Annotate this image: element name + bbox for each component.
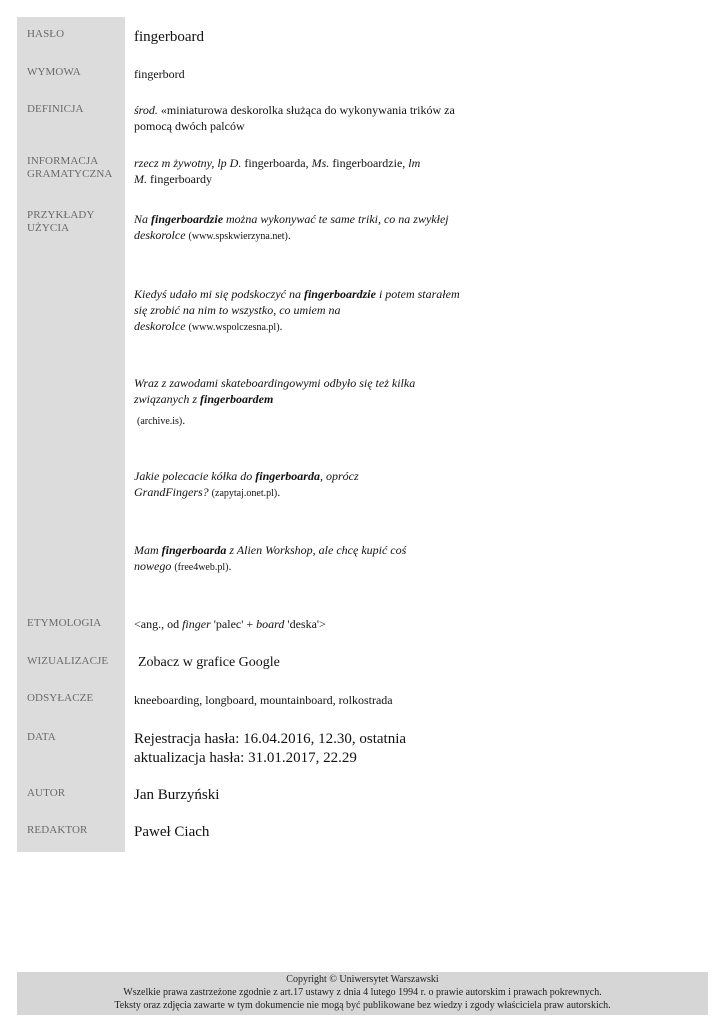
example-source: (www.spskwierzyna.net)	[188, 231, 288, 242]
example-text: można wykonywać te same triki, co na zwykłej	[223, 212, 449, 226]
grammar-info	[134, 155, 469, 187]
example-end: .	[287, 228, 291, 242]
label-column-background	[17, 17, 125, 852]
example-text: związanych z	[134, 392, 200, 406]
example-keyword: fingerboarda	[255, 469, 320, 483]
example-4	[134, 468, 464, 502]
example-text: z Alien Workshop, ale chcę kupić coś	[226, 543, 407, 557]
label-odsylacze: ODSYŁACZE	[27, 692, 94, 704]
example-text: deskorolce	[134, 228, 186, 242]
definition-text: miniaturowa deskorolka służąca do wykonywania trików za pomocą dwóch palców	[134, 103, 455, 133]
grammar-form: fingerboardy	[147, 172, 212, 186]
label-wymowa: WYMOWA	[27, 66, 81, 78]
example-text: i potem starałem	[375, 287, 460, 301]
example-text: , oprócz	[319, 469, 359, 483]
label-definicja: DEFINICJA	[27, 103, 84, 115]
label-informacja-gramatyczna: INFORMACJA GRAMATYCZNA	[27, 155, 113, 180]
author: Jan Burzyński	[134, 787, 220, 803]
grammar-part: M.	[134, 172, 147, 186]
footer-notice: Teksty oraz zdjęcia zawarte w tym dokumencie nie mogą być publikowane bez wiedzy i zgody właściciela praw autorskich.	[114, 1000, 611, 1011]
example-5	[134, 542, 464, 576]
example-text: się zrobić na nim to wszystko, co umiem na	[134, 303, 341, 317]
cross-references: kneeboarding, longboard, mountainboard, rolkostrada	[134, 693, 393, 707]
label-autor: AUTOR	[27, 787, 66, 799]
grammar-form: fingerboardzie,	[329, 156, 409, 170]
etymology-text: <ang., od	[134, 617, 183, 631]
registration-date: Rejestracja hasła: 16.04.2016, 12.30, ostatnia	[134, 731, 407, 747]
footer-rights: Wszelkie prawa zastrzeżone zgodnie z art.17 ustawy z dnia 4 lutego 1994 r. o prawie autorskim i prawach pokrewnych.	[123, 987, 602, 998]
grammar-form: fingerboarda,	[241, 156, 312, 170]
grammar-part: Ms.	[311, 156, 330, 170]
example-end: .	[279, 319, 283, 333]
example-text: Na	[134, 212, 152, 226]
example-keyword: fingerboarda	[161, 543, 227, 557]
example-source: (archive.is)	[137, 416, 183, 427]
dates	[134, 730, 494, 768]
example-text: Kiedyś udało mi się podskoczyć na	[134, 287, 304, 301]
example-text: GrandFingers?	[134, 485, 209, 499]
label-wizualizacje: WIZUALIZACJE	[27, 655, 109, 667]
example-text: Mam	[134, 543, 162, 557]
grammar-part: rzecz m żywotny, lp D.	[134, 156, 242, 170]
etymology	[134, 616, 469, 632]
etymology-text: 'deska'>	[284, 617, 326, 631]
definition-pos: środ.	[134, 103, 158, 117]
footer	[17, 972, 708, 1015]
editor: Paweł Ciach	[134, 824, 210, 840]
example-3	[134, 375, 464, 430]
example-source: (zapytaj.onet.pl)	[211, 488, 278, 499]
example-keyword: fingerboardzie	[303, 287, 376, 301]
etymology-word: board	[256, 617, 285, 631]
label-redaktor: REDAKTOR	[27, 824, 88, 836]
example-text: Jakie polecacie kółka do	[134, 469, 256, 483]
footer-copyright: Copyright © Uniwersytet Warszawski	[286, 974, 439, 985]
label-haslo: HASŁO	[27, 28, 65, 40]
grammar-part: lm	[408, 156, 421, 170]
example-source: (www.wspolczesna.pl)	[188, 322, 280, 333]
example-end: .	[277, 485, 281, 499]
definition-marker: «	[160, 103, 167, 117]
example-keyword: fingerboardem	[200, 392, 274, 406]
example-1	[134, 211, 464, 245]
etymology-word: finger	[182, 617, 211, 631]
label-data: DATA	[27, 731, 56, 743]
definition	[134, 102, 469, 134]
pronunciation: fingerbord	[134, 67, 185, 81]
example-2	[134, 286, 464, 336]
example-text: deskorolce	[134, 319, 186, 333]
example-keyword: fingerboardzie	[151, 212, 224, 226]
example-end: .	[182, 413, 186, 427]
google-images-link[interactable]: Zobacz w grafice Google	[138, 655, 280, 670]
label-etymologia: ETYMOLOGIA	[27, 617, 102, 629]
example-source: (free4web.pl)	[174, 562, 229, 573]
headword: fingerboard	[134, 29, 204, 45]
example-end: .	[228, 559, 232, 573]
example-text: nowego	[134, 559, 172, 573]
etymology-text: 'palec' +	[210, 617, 257, 631]
label-przyklady-uzycia: PRZYKŁADY UŻYCIA	[27, 209, 95, 234]
example-text: Wraz z zawodami skateboardingowymi odbyło się też kilka	[134, 376, 416, 390]
update-date: aktualizacja hasła: 31.01.2017, 22.29	[134, 750, 357, 766]
